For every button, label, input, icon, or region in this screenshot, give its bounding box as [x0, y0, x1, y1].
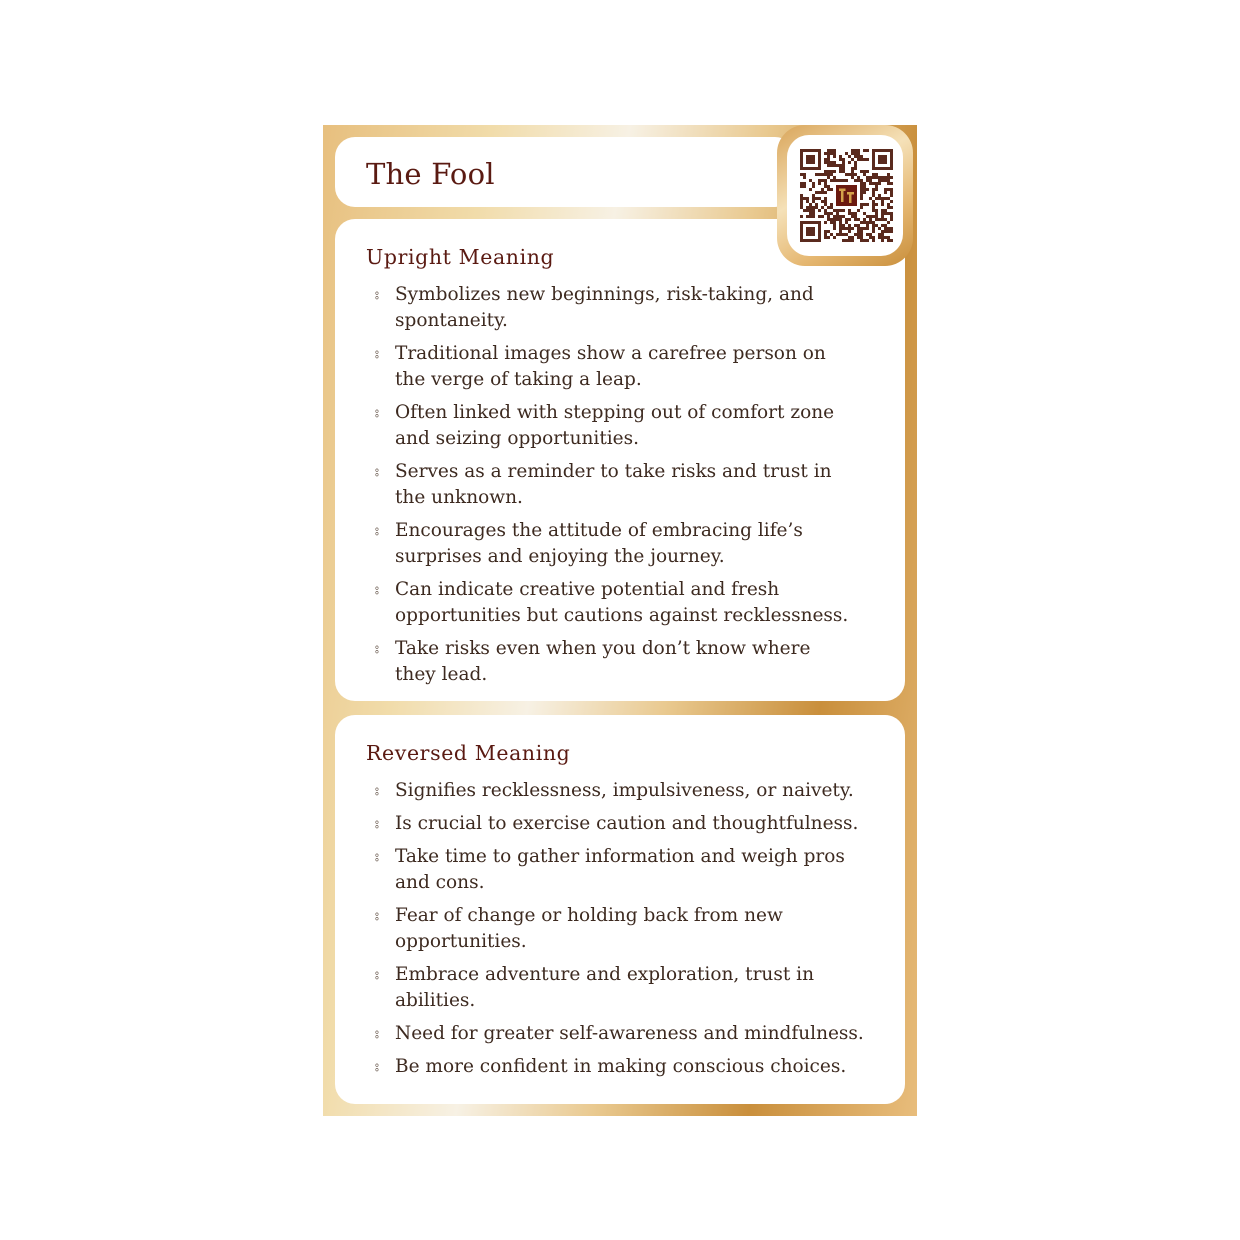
list-item	[375, 636, 855, 688]
reversed-heading: Reversed Meaning	[366, 741, 571, 765]
list-item	[375, 778, 875, 804]
upright-heading: Upright Meaning	[366, 245, 555, 269]
list-item-text: Need for greater self-awareness and mindfulness.	[395, 1023, 864, 1044]
brand-logo-icon	[836, 185, 857, 206]
list-item-text: Fear of change or holding back from new opportunities.	[395, 905, 783, 952]
list-item-text: Often linked with stepping out of comfort zone and seizing opportunities.	[395, 402, 835, 449]
tarot-meaning-card	[323, 125, 917, 1116]
bullet-icon: ⦂	[375, 406, 379, 421]
list-item	[375, 903, 875, 955]
list-item	[375, 282, 855, 334]
bullet-icon: ⦂	[375, 1027, 379, 1042]
list-item-text: Embrace adventure and exploration, trust in abilities.	[395, 964, 814, 1011]
list-item-text: Signifies recklessness, impulsiveness, or naivety.	[395, 780, 854, 801]
list-item-text: Be more confident in making conscious choices.	[395, 1056, 847, 1077]
bullet-icon: ⦂	[375, 583, 379, 598]
list-item-text: Serves as a reminder to take risks and trust in the unknown.	[395, 461, 832, 508]
upright-panel	[335, 219, 905, 701]
list-item	[375, 962, 875, 1014]
list-item-text: Symbolizes new beginnings, risk-taking, and spontaneity.	[395, 284, 814, 331]
list-item	[375, 844, 875, 896]
bullet-icon: ⦂	[375, 465, 379, 480]
qr-frame	[777, 125, 913, 266]
list-item-text: Can indicate creative potential and fresh opportunities but cautions against recklessness.	[395, 579, 849, 626]
bullet-icon: ⦂	[375, 347, 379, 362]
list-item	[375, 518, 855, 570]
bullet-icon: ⦂	[375, 288, 379, 303]
qr-code[interactable]	[787, 135, 903, 256]
list-item-text: Encourages the attitude of embracing life’s surprises and enjoying the journey.	[395, 520, 803, 567]
card-title: The Fool	[366, 157, 495, 191]
list-item	[375, 577, 855, 629]
list-item	[375, 1054, 875, 1080]
list-item	[375, 1021, 875, 1047]
reversed-panel	[335, 715, 905, 1104]
bullet-icon: ⦂	[375, 524, 379, 539]
list-item	[375, 400, 855, 452]
bullet-icon: ⦂	[375, 850, 379, 865]
list-item-text: Take time to gather information and weigh pros and cons.	[395, 846, 845, 893]
upright-list	[375, 282, 855, 695]
bullet-icon: ⦂	[375, 909, 379, 924]
list-item-text: Is crucial to exercise caution and thoughtfulness.	[395, 813, 859, 834]
bullet-icon: ⦂	[375, 817, 379, 832]
bullet-icon: ⦂	[375, 1060, 379, 1075]
bullet-icon: ⦂	[375, 784, 379, 799]
bullet-icon: ⦂	[375, 642, 379, 657]
list-item-text: Traditional images show a carefree person on the verge of taking a leap.	[395, 343, 826, 390]
list-item	[375, 341, 855, 393]
list-item-text: Take risks even when you don’t know where they lead.	[395, 638, 811, 685]
list-item	[375, 811, 875, 837]
reversed-list	[375, 778, 875, 1087]
qr-code-icon	[800, 149, 893, 242]
list-item	[375, 459, 855, 511]
bullet-icon: ⦂	[375, 968, 379, 983]
title-panel	[335, 137, 795, 207]
